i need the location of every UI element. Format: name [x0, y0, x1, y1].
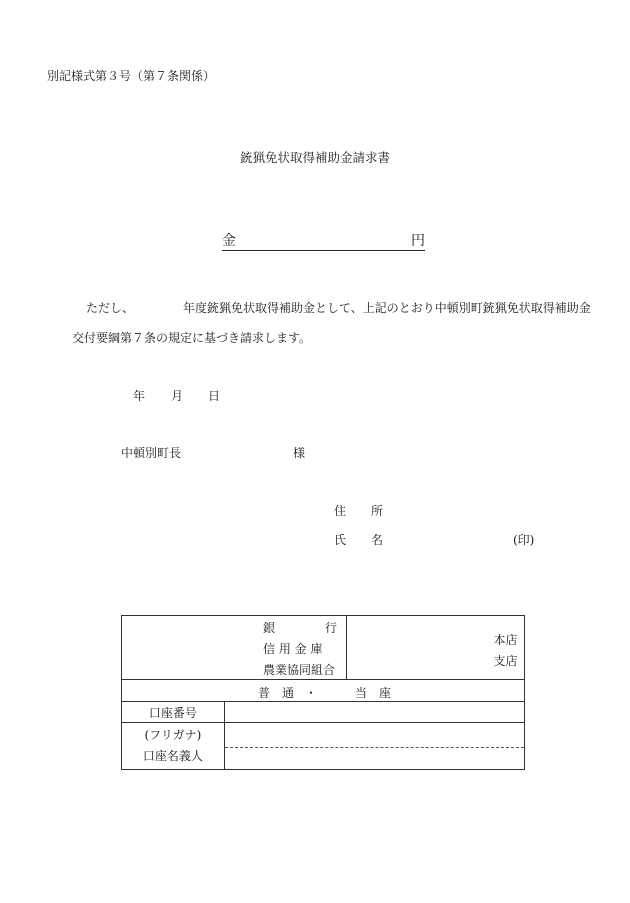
document-title: 銃猟免状取得補助金請求書: [239, 150, 390, 165]
separator-dot: ・: [305, 686, 318, 700]
futsu-label: 普 通: [258, 686, 295, 700]
address-label-2: 所: [371, 504, 384, 518]
name-label-2: 名: [371, 533, 384, 547]
body-text-part2: 年度銃猟免状取得補助金として、上記のとおり中頓別町銃猟免状取得補助金: [183, 301, 591, 315]
holder-name-value: [225, 747, 524, 769]
amount-kin-label: 金: [222, 233, 236, 249]
account-number-value: [224, 702, 524, 723]
amount-yen-label: 円: [411, 233, 425, 249]
bank-label-right: 行: [325, 621, 338, 635]
amount-line: [222, 230, 425, 251]
shinkin-label: 信 用 金 庫: [263, 642, 323, 656]
honten-label: 本店: [493, 633, 518, 647]
bank-name-cell: [122, 616, 347, 680]
date-year-label: 年: [133, 389, 146, 403]
account-number-label: 口座番号: [122, 702, 225, 723]
account-holder-row: [122, 723, 525, 770]
holder-value-cell: [224, 723, 524, 770]
toza-label: 当 座: [355, 686, 392, 700]
furigana-value: [225, 723, 524, 747]
shiten-label: 支店: [493, 654, 518, 668]
account-type-cell: [122, 680, 525, 702]
name-label-1: 氏: [334, 533, 347, 547]
furigana-label: (フリガナ): [144, 728, 202, 742]
body-text-line2: 交付要綱第７条の規定に基づき請求します。: [72, 331, 312, 345]
address-label-1: 住: [334, 504, 347, 518]
seal-mark: (印): [513, 533, 535, 547]
form-reference: 別記様式第３号（第７条関係）: [47, 69, 216, 83]
account-number-row: [122, 702, 525, 723]
account-type-row: [122, 680, 525, 702]
date-day-label: 日: [208, 389, 221, 403]
addressee-sama: 様: [293, 446, 306, 460]
branch-cell: [347, 616, 525, 680]
bank-account-table: [121, 615, 525, 770]
addressee-mayor: 中頓別町長: [121, 446, 182, 460]
body-text-part1: ただし、: [86, 301, 135, 315]
bank-label-left: 銀: [263, 621, 276, 635]
holder-label-cell: [122, 723, 225, 770]
date-month-label: 月: [171, 389, 184, 403]
holder-label: 口座名義人: [142, 749, 203, 763]
bank-name-row: [122, 616, 525, 680]
nokyo-label: 農業協同組合: [263, 663, 336, 677]
